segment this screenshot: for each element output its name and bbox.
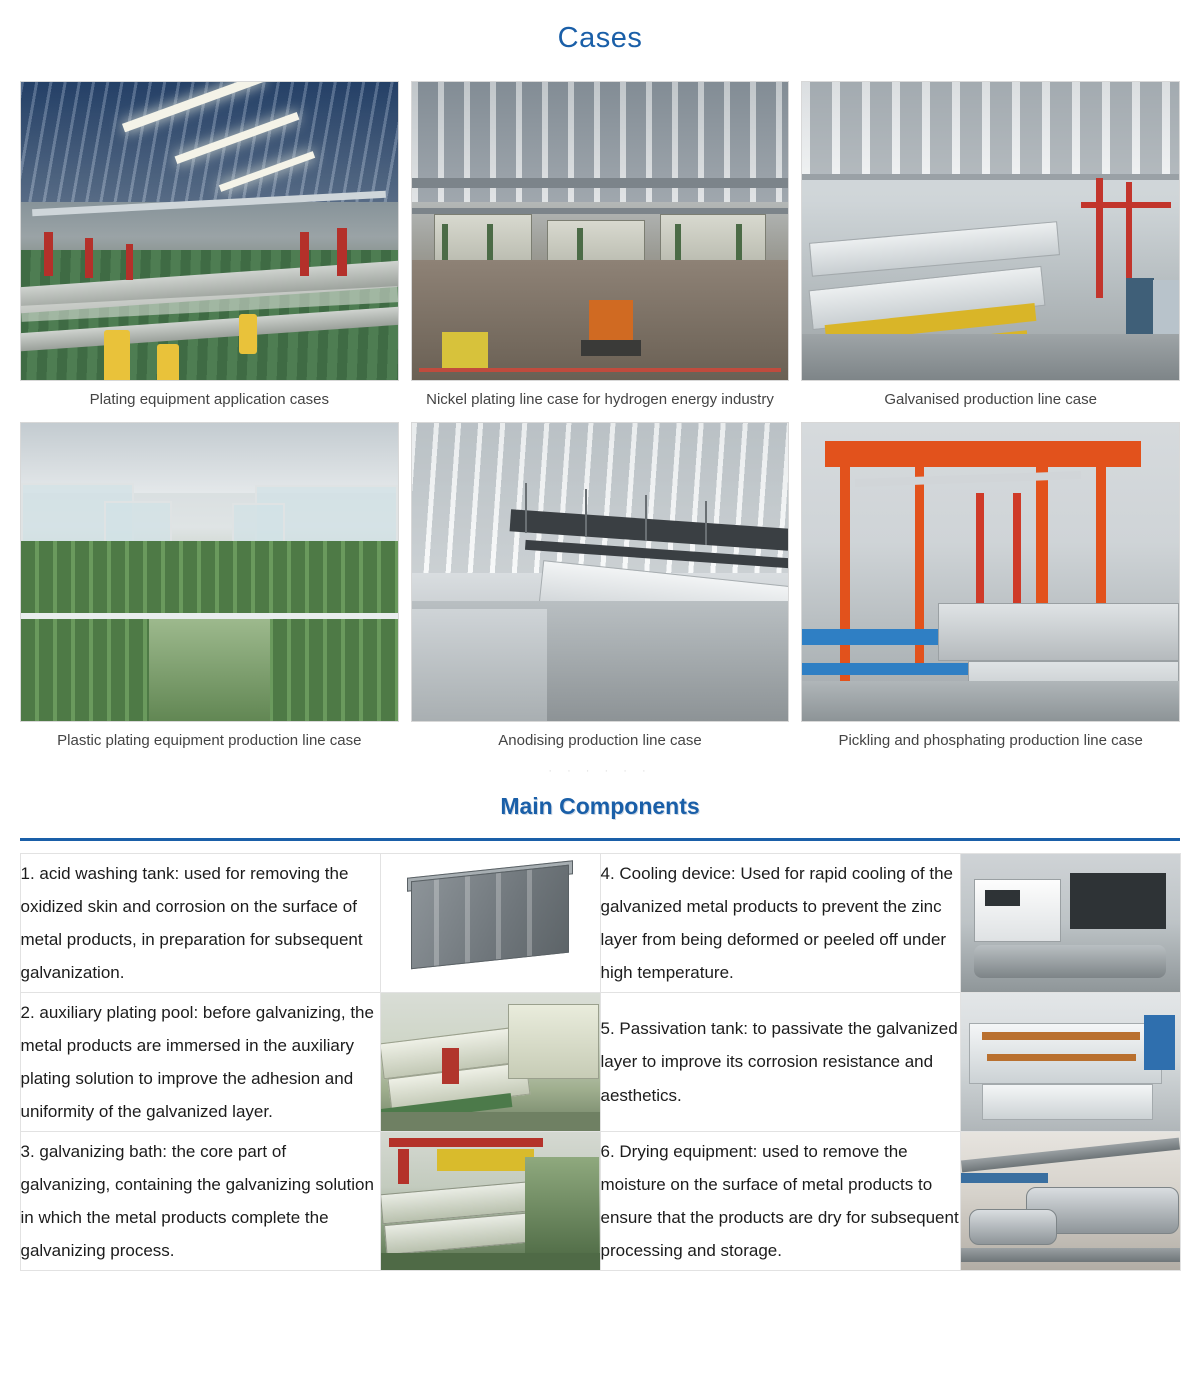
component-text: 6. Drying equipment: used to remove the moisture on the surface of metal products to ensure that the products are dry for subsequent processing and storage. — [600, 1132, 960, 1271]
passivation-tank-photo — [961, 993, 1180, 1131]
section-divider — [20, 838, 1180, 841]
galvanizing-bath-photo — [381, 1132, 600, 1270]
main-components-table — [20, 853, 1181, 1271]
decorative-dots: · · · · · · — [548, 765, 652, 777]
auxiliary-plating-pool-photo — [381, 993, 600, 1131]
case-caption: Pickling and phosphating production line case — [838, 732, 1143, 749]
drying-equipment-photo — [961, 1132, 1180, 1270]
cooling-device-photo — [961, 854, 1180, 992]
anodising-production-line-photo — [411, 422, 790, 722]
component-image-cell — [960, 1132, 1180, 1271]
case-item — [801, 81, 1180, 414]
case-caption: Nickel plating line case for hydrogen energy industry — [426, 391, 774, 408]
case-item — [411, 422, 790, 755]
cases-section-title: Cases — [557, 22, 643, 54]
pickling-phosphating-line-photo — [801, 422, 1180, 722]
plating-equipment-application-photo — [20, 81, 399, 381]
table-row — [20, 1132, 1180, 1271]
component-image-cell — [960, 854, 1180, 993]
component-image-cell — [380, 993, 600, 1132]
table-row — [20, 854, 1180, 993]
case-item — [411, 81, 790, 414]
case-caption: Galvanised production line case — [884, 391, 1097, 408]
component-text: 5. Passivation tank: to passivate the galvanized layer to improve its corrosion resistance and aesthetics. — [600, 993, 960, 1132]
component-text: 3. galvanizing bath: the core part of galvanizing, containing the galvanizing solution in which the metal products complete the galvanizing process. — [20, 1132, 380, 1271]
component-text: 2. auxiliary plating pool: before galvanizing, the metal products are immersed in the auxiliary plating solution to improve the adhesion and uniformity of the galvanized layer. — [20, 993, 380, 1132]
plastic-plating-line-photo — [20, 422, 399, 722]
component-text: 4. Cooling device: Used for rapid cooling of the galvanized metal products to prevent the zinc layer from being deformed or peeled off under high temperature. — [600, 854, 960, 993]
component-image-cell — [380, 1132, 600, 1271]
table-row — [20, 993, 1180, 1132]
case-caption: Plating equipment application cases — [89, 391, 329, 408]
case-item — [20, 422, 399, 755]
case-item — [801, 422, 1180, 755]
case-caption: Anodising production line case — [498, 732, 702, 749]
galvanised-production-line-photo — [801, 81, 1180, 381]
component-image-cell — [960, 993, 1180, 1132]
main-components-title: Main Components — [500, 793, 700, 819]
cases-grid — [20, 81, 1180, 755]
case-caption: Plastic plating equipment production line case — [57, 732, 362, 749]
acid-washing-tank-photo — [381, 854, 600, 992]
component-image-cell — [380, 854, 600, 993]
component-text: 1. acid washing tank: used for removing the oxidized skin and corrosion on the surface of metal products, in preparation for subsequent galvanization. — [20, 854, 380, 993]
case-item — [20, 81, 399, 414]
nickel-plating-line-photo — [411, 81, 790, 381]
